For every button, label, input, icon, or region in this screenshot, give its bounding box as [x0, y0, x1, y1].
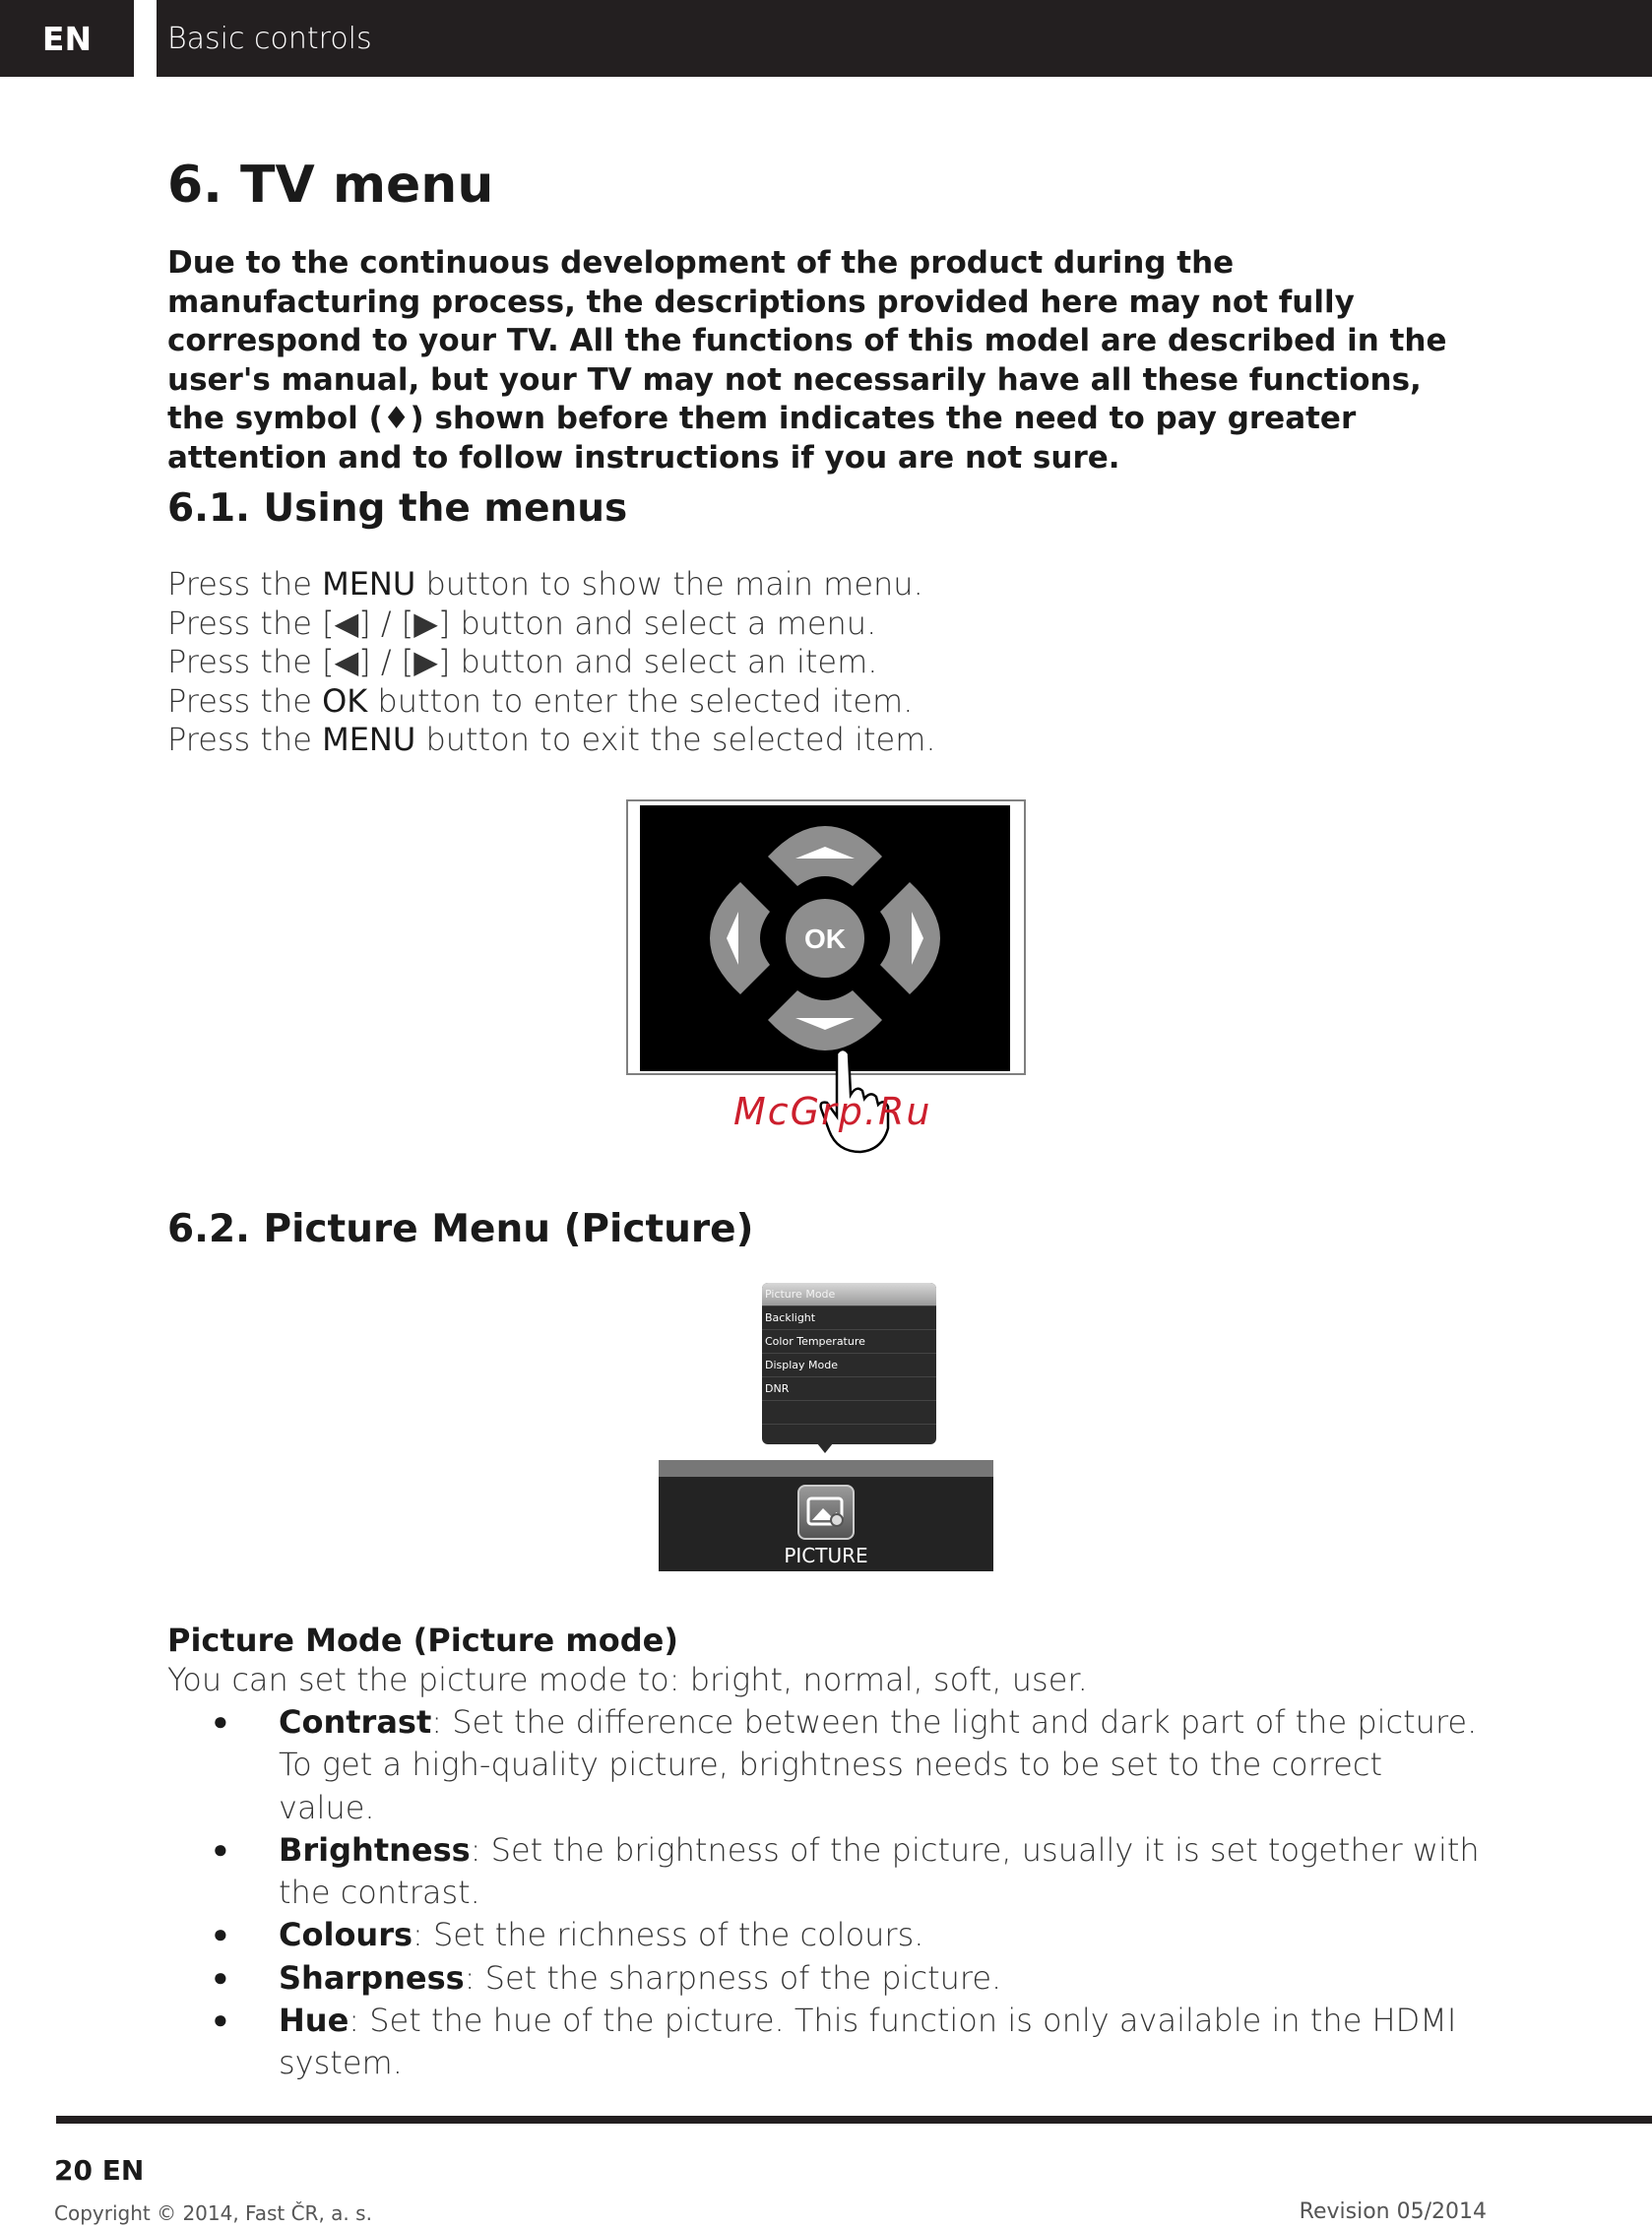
instruction-line: Press the MENU button to show the main menu.	[167, 565, 923, 603]
ok-label: OK	[804, 923, 846, 954]
menu-item-empty	[762, 1401, 936, 1425]
picture-icon[interactable]	[797, 1485, 855, 1540]
dpad-right-button	[880, 882, 940, 994]
menu-instructions	[167, 565, 936, 760]
picture-settings-list	[167, 1701, 1487, 2085]
language-badge: EN	[0, 0, 134, 77]
picture-mode-heading: Picture Mode (Picture mode)	[167, 1622, 678, 1659]
dpad-left-button	[710, 882, 770, 994]
copyright-text: Copyright © 2014, Fast ČR, a. s.	[54, 2201, 372, 2225]
menu-item-picture-mode[interactable]: Picture Mode	[762, 1283, 936, 1306]
menu-item-backlight[interactable]: Backlight	[762, 1306, 936, 1330]
page-title: 6. TV menu	[167, 156, 494, 215]
instruction-line: Press the [◀] / [▶] button and select an item.	[167, 643, 878, 681]
section-heading-picture-menu: 6.2. Picture Menu (Picture)	[167, 1207, 754, 1251]
picture-tab-label: PICTURE	[784, 1544, 868, 1567]
list-item: ● Sharpness: Set the sharpness of the picture.	[167, 1957, 1487, 2000]
section-header: Basic controls	[157, 0, 1652, 77]
picture-mode-description: You can set the picture mode to: bright, normal, soft, user.	[167, 1661, 1088, 1698]
list-item: ● Colours: Set the richness of the colours.	[167, 1914, 1487, 1956]
section-heading-using-menus: 6.1. Using the menus	[167, 486, 628, 531]
popup-pointer	[817, 1443, 833, 1453]
menu-bar-top-strip	[659, 1460, 993, 1477]
dpad-graphic	[640, 805, 1010, 1071]
picture-menu-popup	[762, 1283, 936, 1444]
remote-dpad-panel	[640, 805, 1010, 1071]
page-number: 20 EN	[54, 2154, 145, 2187]
footer-divider	[56, 2116, 1652, 2124]
list-item: ● Hue: Set the hue of the picture. This function is only available in the HDMI system.	[167, 2000, 1487, 2085]
picture-glyph-icon	[799, 1487, 853, 1538]
notice-paragraph: Due to the continuous development of the product during the manufacturing process, the descriptions provided here may not fully correspond to your TV. All the functions of this model are described in the user's manual, but your TV may not necessarily have all these functions, the symbol (♦) shown before them indicates the need to pay greater attention and to follow instructions if you are not sure.	[167, 245, 1447, 476]
instruction-line: Press the MENU button to exit the selected item.	[167, 721, 936, 759]
list-item: ● Contrast: Set the difference between the light and dark part of the picture. To get a high-quality picture, brightness needs to be set to the correct value.	[167, 1701, 1487, 1829]
instruction-line: Press the OK button to enter the selected item.	[167, 681, 914, 720]
menu-item-color-temperature[interactable]: Color Temperature	[762, 1330, 936, 1354]
list-item: ● Brightness: Set the brightness of the picture, usually it is set together with the contrast.	[167, 1829, 1487, 1915]
instruction-line: Press the [◀] / [▶] button and select a menu.	[167, 604, 877, 642]
watermark: McGrp.Ru	[733, 1090, 932, 1133]
menu-item-display-mode[interactable]: Display Mode	[762, 1354, 936, 1377]
menu-item-dnr[interactable]: DNR	[762, 1377, 936, 1401]
remote-figure	[626, 799, 1026, 1075]
revision-text: Revision 05/2014	[1299, 2199, 1487, 2224]
